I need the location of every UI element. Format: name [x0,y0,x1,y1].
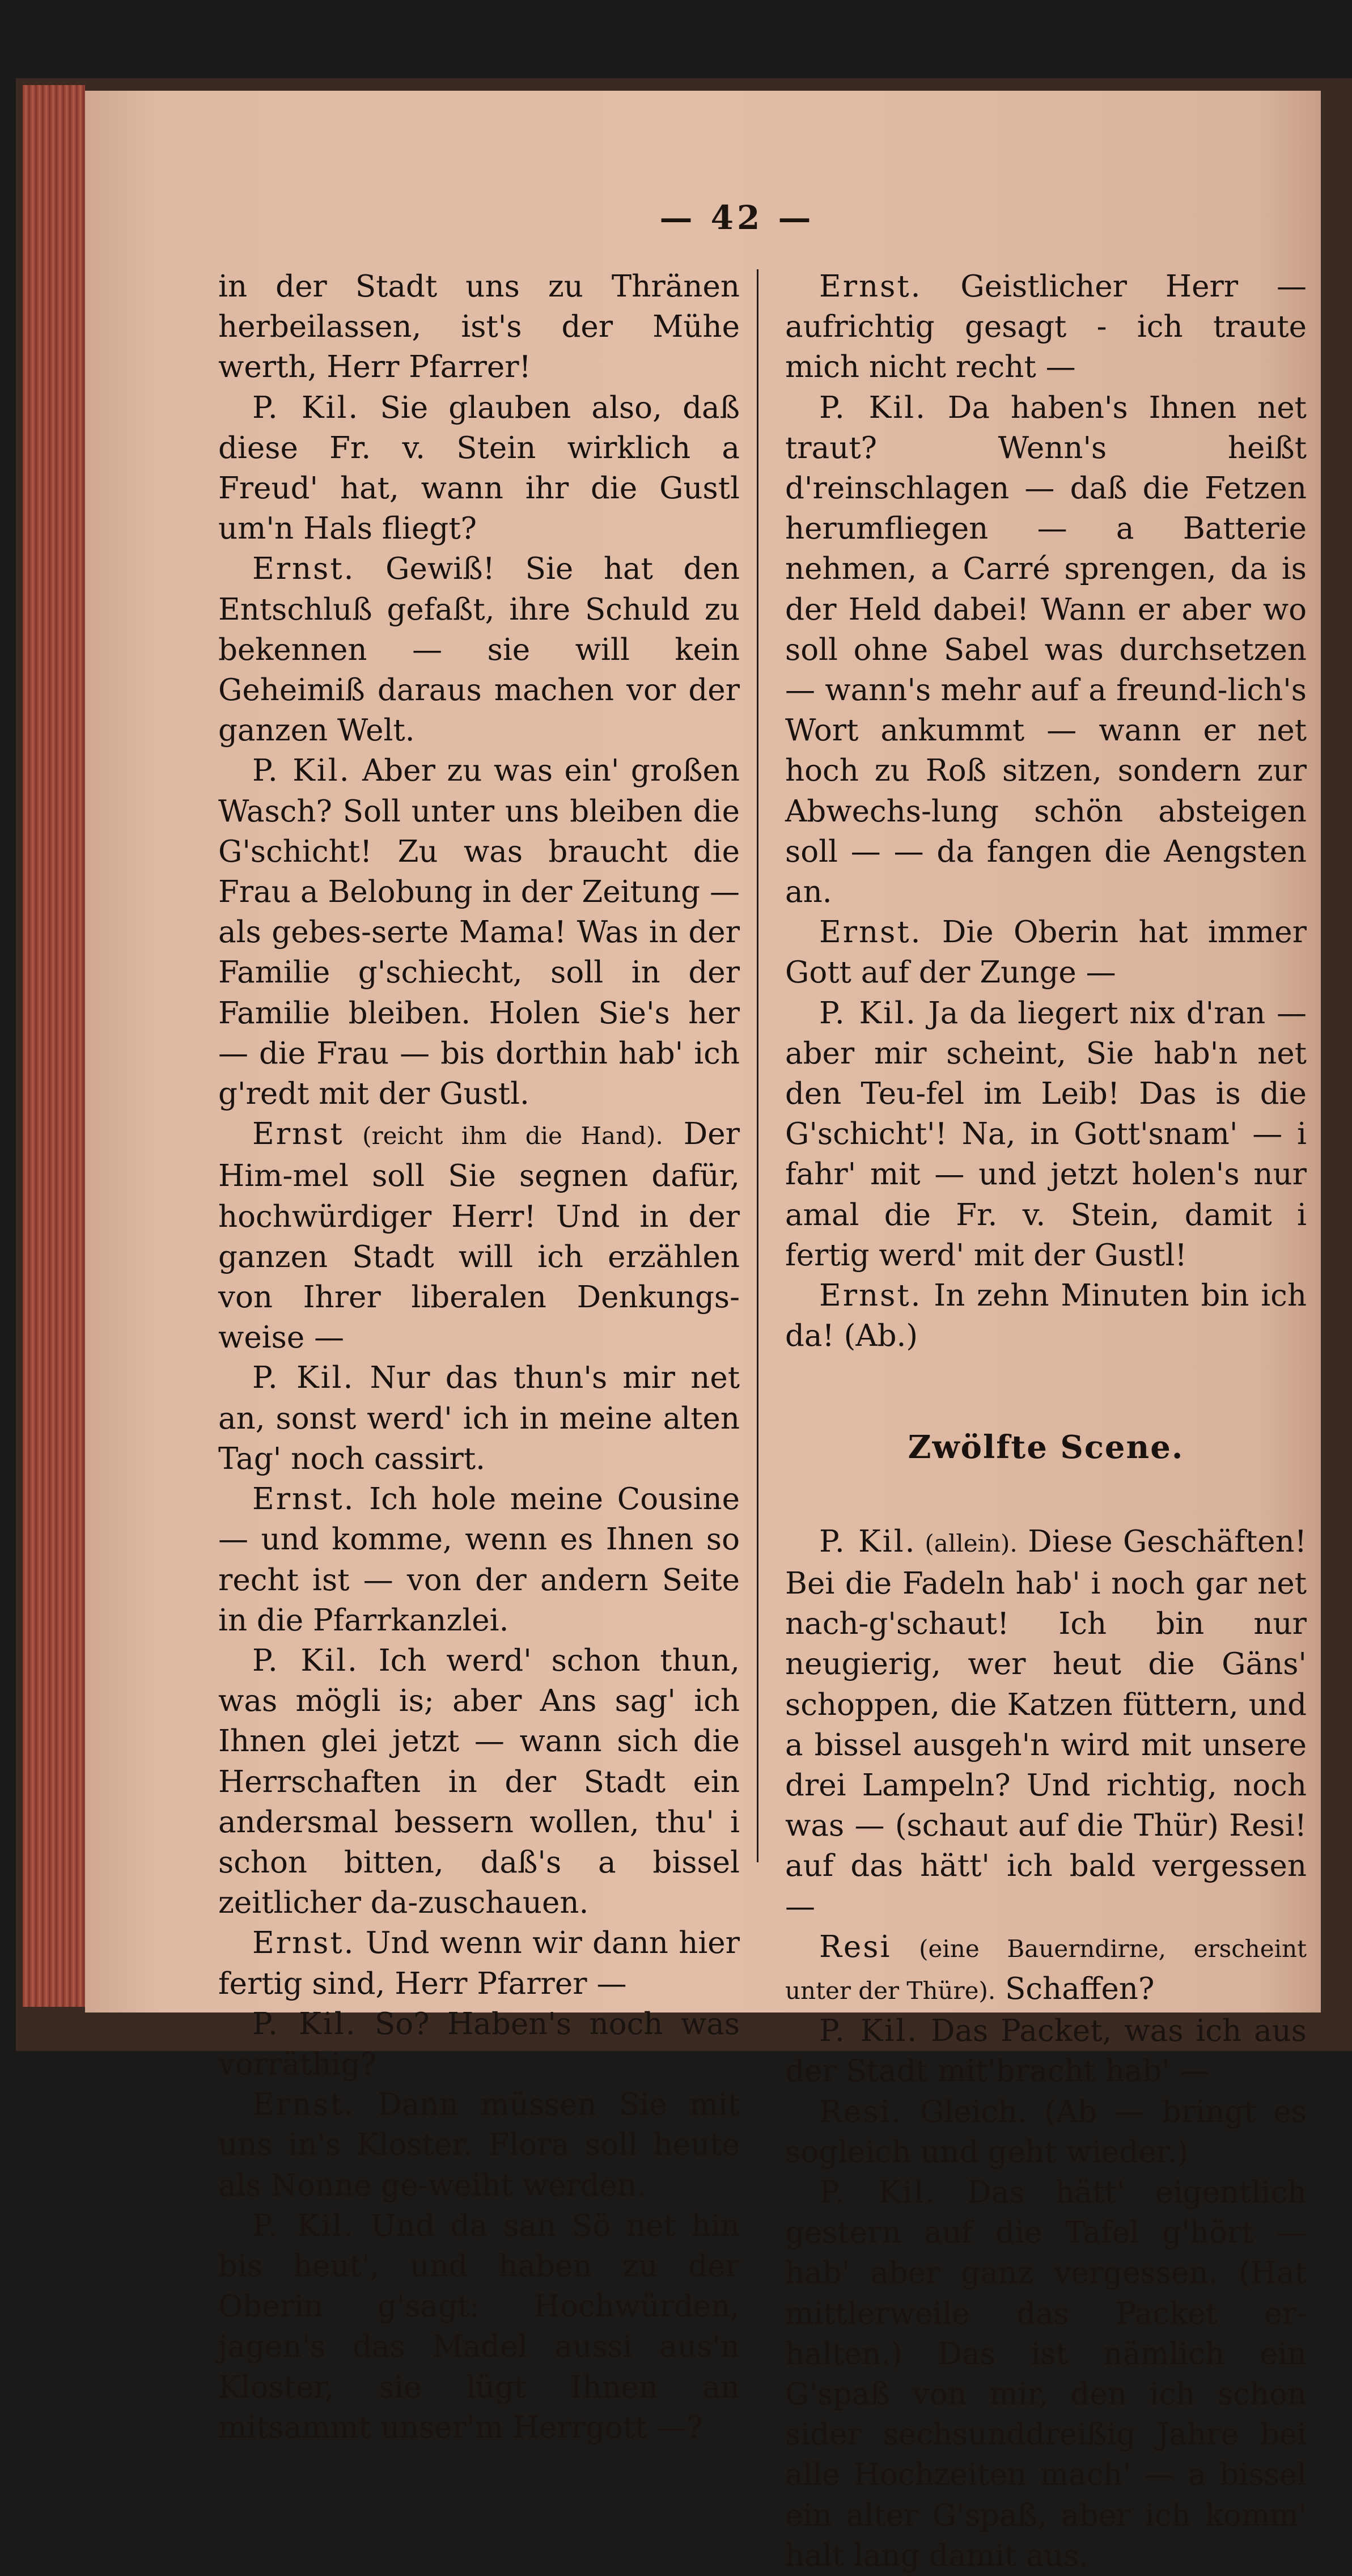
paragraph [785,912,1307,993]
speaker-name: Ernst. [252,1482,355,1517]
dialogue-text: Ich hole meine Cousine — und komme, wenn es Ihnen so recht ist — von der andern Seite in die Pfarrkanzlei. [218,1482,740,1638]
paragraph [785,2092,1307,2172]
speaker-name: P. Kil. [252,1643,359,1678]
dialogue-text: Aber zu was ein' großen Wasch? Soll unter uns bleiben die G'schicht! Zu was braucht die Frau a Belobung in der Zeitung — als gebes-serte Mama! Was in der Familie g'schiecht, soll in der Familie bleiben. Holen Sie's her — die Frau — bis dorthin hab' ich g'redt mit der Gustl. [218,753,740,1112]
dialogue-text: Gewiß! Sie hat den Entschluß gefaßt, ihre Schuld zu bekennen — sie will kein Geheimiß daraus machen vor der ganzen Welt. [218,552,740,748]
dialogue-text: Die Oberin hat immer Gott auf der Zunge — [785,915,1307,990]
dialogue-text: Nur das thun's mir net an, sonst werd' ich in meine alten Tag' noch cassirt. [218,1361,740,1476]
paragraph [218,1641,740,1923]
dialogue-text: Dann müssen Sie mit uns in's Kloster. Flora soll heute als Nonne ge-weiht werden. [218,2087,740,2203]
dialogue-text: in der Stadt uns zu Thränen herbeilassen, ist's der Mühe werth, Herr Pfarrer! [218,269,740,385]
paragraph [218,2084,740,2206]
paragraph [785,266,1307,388]
dialogue-text: In zehn Minuten bin ich da! (Ab.) [785,1278,1307,1354]
speaker-name: Ernst. [252,2087,355,2122]
speaker-name: P. Kil. [819,2014,919,2049]
paragraph [218,1114,740,1358]
paragraph [785,993,1307,1276]
paragraph [218,388,740,549]
dialogue-text: Und da san Sö net hin bis heut', und haben zu der Oberin g'sagt: Hochwürden, jagen's das Madel aussi aus'n Kloster, sie lügt Ihnen an mitsammt unser'm Herrgott —? [218,2208,740,2445]
stage-direction: (allein). [916,1529,1018,1557]
speaker-name: P. Kil. [252,753,351,789]
dialogue-text: Ich werd' schon thun, was mögli is; aber Ans sag' ich Ihnen glei jetzt — wann sich die Herrschaften in der Stadt ein andersmal bessern wollen, thu' i schon bitten, daß's a bissel zeitlicher da-zuschauen. [218,1643,740,1921]
speaker-name: Ernst. [252,1926,355,1961]
paragraph [218,1479,740,1641]
speaker-name: Ernst. [819,1278,922,1314]
paragraph [218,751,740,1114]
speaker-name: P. Kil. [819,1524,917,1559]
speaker-name: Ernst [252,1117,344,1152]
right-column-top [785,266,1307,1356]
speaker-name: P. Kil. [252,390,360,425]
dialogue-text: Gleich. (Ab — bringt es sogleich und geht wieder.) [785,2094,1307,2170]
dialogue-text: Sie glauben also, daß diese Fr. v. Stein wirklich a Freud' hat, wann ihr die Gustl um'n Hals fliegt? [218,390,740,546]
speaker-name: P. Kil. [252,2208,355,2243]
speaker-name: Resi. [819,2094,903,2129]
speaker-name: P. Kil. [252,1361,355,1396]
dialogue-text: Schaffen? [995,1971,1155,2006]
paragraph [785,1522,1307,1927]
dialogue-text: Da haben's Ihnen net traut? Wenn's heißt d'reinschlagen — daß die Fetzen herumfliegen — a Batterie nehmen, a Carré sprengen, da is der Held dabei! Wann er aber wo soll ohne Sabel was durchsetzen — wann's mehr auf a freund-lich's Wort ankummt — wann er net hoch zu Roß sitzen, sondern zur Abwechs-lung schön absteigen soll — — da fangen die Aengsten an. [785,390,1307,910]
right-column [785,266,1307,2576]
speaker-name: Resi [819,1929,892,1964]
paragraph [218,1358,740,1479]
dialogue-text: So? Haben's noch was vorräthig? [218,2006,740,2082]
paragraph [785,388,1307,913]
page-edges [23,85,85,2007]
speaker-name: P. Kil. [819,2175,937,2210]
paragraph [785,1276,1307,1356]
scene-heading: Zwölfte Scene. [908,1429,1184,1467]
stage-direction: (reicht ihm die Hand). [344,1122,663,1150]
left-column [218,266,740,2448]
dialogue-text: Das Packet, was ich aus der Stadt mit'bracht hab' — [785,2014,1307,2089]
dialogue-text: Das hätt' eigentlich gestern auf die Tafel g'hört — hab' aber ganz vergessen. (Hat mittlerweile das Packet er-halten.) Das ist nämlich ein G'spaß von mir, den ich schon sider sechsunddreißig Jahre bei alle Hochzeiten mach' — a bissel ein alter G'spaß, aber ich komm' halt lang damit aus. [785,2175,1307,2573]
speaker-name: P. Kil. [252,2006,357,2041]
right-column-bottom [785,1522,1307,2576]
speaker-name: Ernst. [819,269,922,304]
dialogue-text: Ja da liegert nix d'ran — aber mir scheint, Sie hab'n net den Teu-fel im Leib! Das is die G'schicht'! Na, in Gott'snam' — i fahr' mit — und jetzt holen's nur amal die Fr. v. Stein, damit i fertig werd' mit der Gustl! [785,995,1307,1273]
dialogue-text: Der Him-mel soll Sie segnen dafür, hochwürdiger Herr! Und in der ganzen Stadt will ich erzählen von Ihrer liberalen Denkungs-weise — [218,1117,740,1355]
paragraph [785,2172,1307,2576]
speaker-name: P. Kil. [819,390,927,425]
paragraph [785,1927,1307,2011]
speaker-name: P. Kil. [819,995,917,1031]
paragraph [218,549,740,751]
paragraph [218,1923,740,2003]
paragraph [218,266,740,388]
dialogue-text: Geistlicher Herr — aufrichtig gesagt - ich traute mich nicht recht — [785,269,1307,385]
dialogue-text: Und wenn wir dann hier fertig sind, Herr Pfarrer — [218,1926,740,2001]
stage-direction: (eine Bauerndirne, erscheint unter der Thüre). [785,1934,1307,2005]
dialogue-text: Diese Geschäften! Bei die Fadeln hab' i noch gar net nach-g'schaut! Ich bin nur neugierig, wer heut die Gäns' schoppen, die Katzen füttern, und a bissel ausgeh'n wird mit unsere drei Lampeln? Und richtig, noch was — (schaut auf die Thür) Resi! auf das hätt' ich bald vergessen — [785,1524,1307,1924]
column-divider [757,269,758,1862]
page-number: — 42 — [659,198,815,237]
paragraph [785,2011,1307,2091]
speaker-name: Ernst. [819,915,922,950]
paragraph [218,2004,740,2084]
speaker-name: Ernst. [252,552,355,587]
paragraph [218,2206,740,2448]
